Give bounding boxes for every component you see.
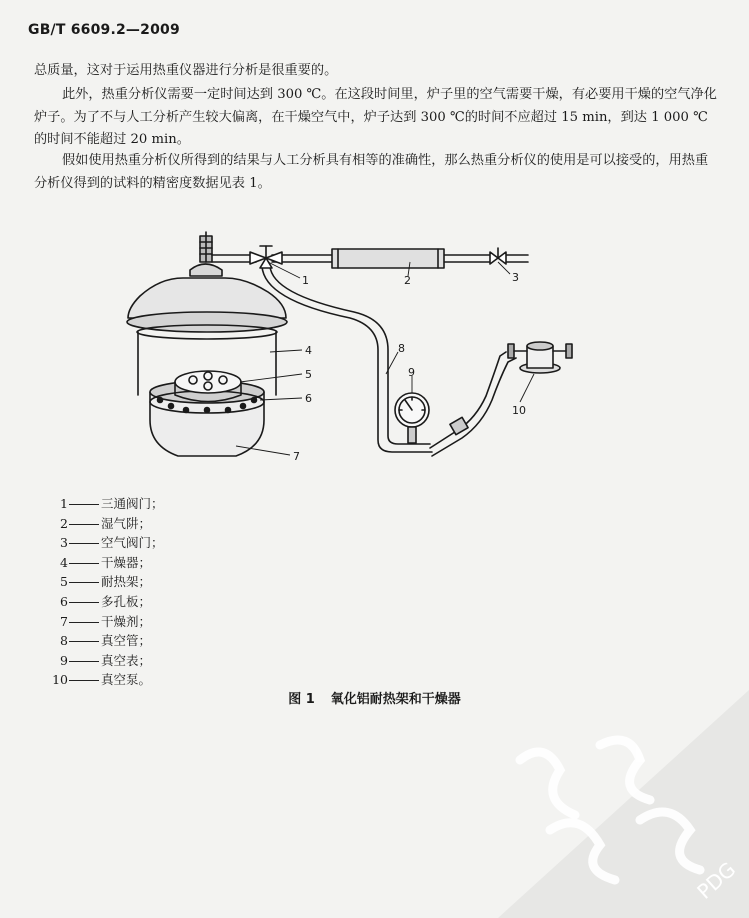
legend-item: 10 真空泵。	[52, 672, 152, 688]
callout-3: 3	[512, 271, 519, 284]
legend-item: 1 三通阀门；	[60, 496, 164, 511]
callout-1: 1	[302, 274, 309, 287]
paragraph-3: 假如使用热重分析仪所得到的结果与人工分析具有相等的准确性，那么热重分析仪的使用是可以接受的，用热重分析仪得到的试料的精密度数据见表 1。	[34, 153, 709, 191]
legend-item: 3 空气阀门；	[60, 535, 164, 551]
legend-item: 2 湿气阱；	[60, 515, 152, 531]
standard-code-header: GB/T 6609.2—2009	[28, 22, 180, 38]
callout-10: 10	[512, 404, 526, 417]
callout-8: 8	[398, 342, 405, 355]
legend-item: 7 干燥剂；	[60, 613, 152, 629]
callout-2: 2	[404, 274, 411, 287]
callout-4: 4	[305, 344, 312, 357]
paragraph-2: 此外，热重分析仪需要一定时间达到 300 ℃。在这段时间里，炉子里的空气需要干燥，有必要用干燥的空气净化炉子。为了不与人工分析产生较大偏离，在干燥空气中，炉子达到 300 ℃的时间不应超过 15 min，到达 1 000 ℃的时间不能超过 20 min。	[34, 87, 717, 147]
legend-item: 5 耐热架；	[60, 574, 152, 590]
legend-item: 9 真空表；	[60, 652, 152, 668]
figure-number: 图 1	[288, 692, 315, 707]
legend-item: 4 干燥器；	[60, 554, 152, 570]
legend-item: 8 真空管；	[60, 633, 152, 649]
callout-6: 6	[305, 392, 312, 405]
watermark-text: PDG	[692, 857, 741, 904]
callout-5: 5	[305, 368, 312, 381]
callout-7: 7	[293, 450, 300, 463]
figure-title: 氧化铝耐热架和干燥器	[330, 692, 461, 707]
callout-9: 9	[408, 366, 415, 379]
paragraph-1: 总质量，这对于运用热重仪器进行分析是很重要的。	[34, 63, 338, 78]
legend-item: 6 多孔板；	[60, 593, 152, 609]
